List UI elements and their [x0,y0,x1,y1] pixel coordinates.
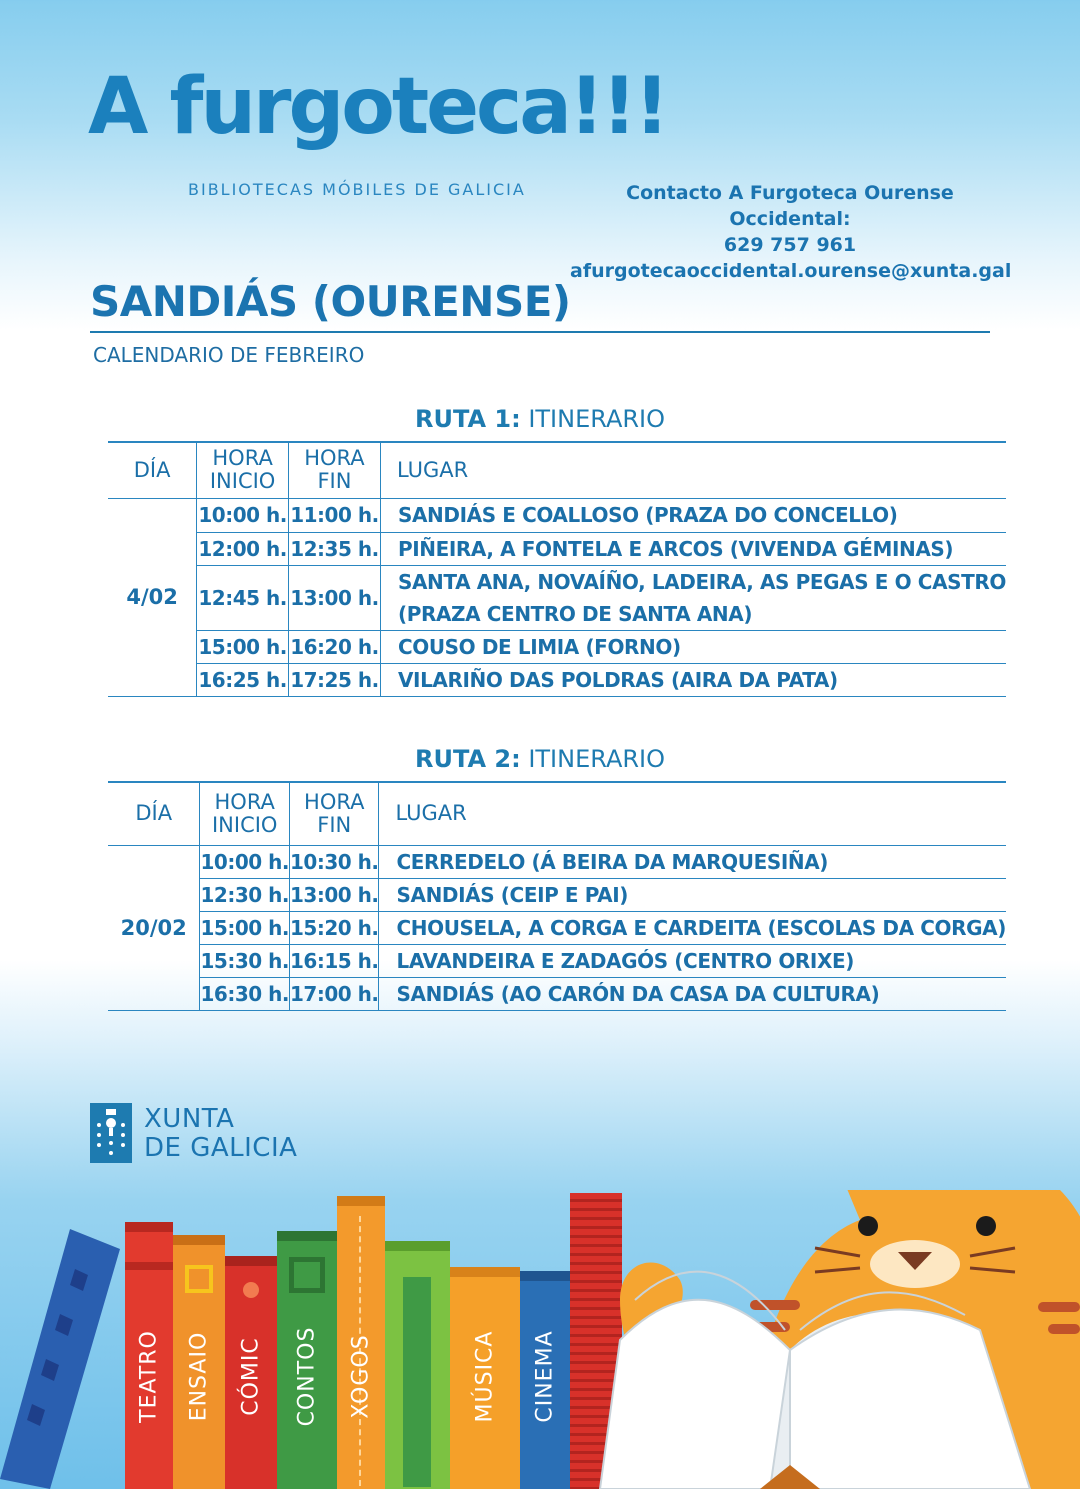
table-header-row [108,782,1006,845]
xunta-line1: XUNTA [144,1104,235,1134]
place-cell: COUSO DE LIMIA (FORNO) [380,630,1006,663]
col-day: DÍA [108,782,200,845]
end-time: 13:00 h. [288,565,380,630]
route1-title-rest: ITINERARIO [528,405,666,433]
end-time: 16:15 h. [290,944,379,977]
route1-title [0,405,1080,433]
start-time: 10:00 h. [197,498,289,532]
start-time: 15:30 h. [200,944,290,977]
col-place: LUGAR [379,782,1006,845]
end-time: 17:00 h. [290,977,379,1010]
start-time: 12:30 h. [200,878,290,911]
end-time: 12:35 h. [288,532,380,565]
route1-title-bold: RUTA 1: [414,405,521,433]
start-time: 15:00 h. [200,911,290,944]
place-cell: SANDIÁS E COALLOSO (PRAZA DO CONCELLO) [380,498,1006,532]
place-cell: VILARIÑO DAS POLDRAS (AIRA DA PATA) [380,663,1006,696]
contact-block [570,180,1010,284]
place-line: (PRAZA CENTRO DE SANTA ANA) [397,601,753,626]
title-divider [90,331,990,333]
table-row [108,498,1006,532]
start-time: 12:45 h. [197,565,289,630]
contact-email[interactable]: afurgotecaoccidental.ourense@xunta.gal [570,260,1012,282]
place-cell: CERREDELO (Á BEIRA DA MARQUESIÑA) [379,845,1006,878]
place-cell: CHOUSELA, A CORGA E CARDEITA (ESCOLAS DA CORGA) [379,911,1006,944]
xunta-line2: DE GALICIA [144,1133,298,1163]
end-time: 10:30 h. [290,845,379,878]
book-label-contos: CONTOS [294,1326,320,1427]
route2-title-bold: RUTA 2: [414,745,521,773]
book-label-cinema: CINEMA [532,1330,558,1423]
book-label-comic: CÓMIC [238,1337,264,1416]
route2-table [108,781,1006,1011]
end-time: 15:20 h. [290,911,379,944]
place-cell: LAVANDEIRA E ZADAGÓS (CENTRO ORIXE) [379,944,1006,977]
book-ensaio [173,1235,225,1489]
route2-day: 20/02 [108,845,200,1010]
end-time: 11:00 h. [288,498,380,532]
table-header-row [108,442,1006,498]
book-comic [225,1256,277,1489]
table-row [108,845,1006,878]
route2-title [0,745,1080,773]
col-end: HORA FIN [288,442,380,498]
col-start: HORA INICIO [200,782,290,845]
table-row [108,977,1006,1010]
table-row [108,532,1006,565]
book-contos [277,1231,337,1489]
book-teatro [125,1222,173,1489]
col-start: HORA INICIO [197,442,289,498]
start-time: 15:00 h. [197,630,289,663]
route2-title-rest: ITINERARIO [528,745,666,773]
table-row [108,663,1006,696]
start-time: 12:00 h. [197,532,289,565]
book-musica [450,1267,520,1489]
book-label-xogos: XOGOS [348,1334,374,1419]
contact-label: Contacto A Furgoteca Ourense Occidental: [626,182,954,230]
furgoteca-title: A furgoteca!!! [88,62,667,152]
table-row [108,630,1006,663]
col-end: HORA FIN [290,782,379,845]
end-time: 17:25 h. [288,663,380,696]
books-illustration [0,1190,1080,1489]
end-time: 16:20 h. [288,630,380,663]
contact-phone[interactable]: 629 757 961 [723,234,857,256]
place-cell: PIÑEIRA, A FONTELA E ARCOS (VIVENDA GÉMINAS) [380,532,1006,565]
xunta-emblem-icon [90,1103,132,1163]
table-row [108,878,1006,911]
start-time: 16:25 h. [197,663,289,696]
place-cell: SANDIÁS (CEIP E PAI) [379,878,1006,911]
route1-day: 4/02 [108,498,197,696]
book-xogos [337,1196,385,1489]
table-row [108,911,1006,944]
calendar-label: CALENDARIO DE FEBREIRO [93,343,365,367]
subtitle: BIBLIOTECAS MÓBILES DE GALICIA [188,180,526,199]
table-row [108,565,1006,630]
table-row [108,944,1006,977]
route1-table [108,441,1006,697]
cat-illustration [560,1190,1080,1489]
green-book [385,1241,450,1489]
page-title: SANDIÁS (OURENSE) [90,277,571,326]
start-time: 16:30 h. [200,977,290,1010]
place-line: SANTA ANA, NOVAÍÑO, LADEIRA, AS PEGAS E O CASTRO [397,569,1006,594]
end-time: 13:00 h. [290,878,379,911]
place-cell: SANDIÁS (AO CARÓN DA CASA DA CULTURA) [379,977,1006,1010]
book-label-musica: MÚSICA [472,1330,498,1423]
col-day: DÍA [108,442,197,498]
xunta-name [144,1105,297,1163]
blue-slanted-book [0,1229,120,1489]
book-label-ensaio: ENSAIO [186,1331,212,1422]
book-label-teatro: TEATRO [136,1330,162,1423]
place-cell [380,565,1006,630]
start-time: 10:00 h. [200,845,290,878]
col-place: LUGAR [380,442,1006,498]
